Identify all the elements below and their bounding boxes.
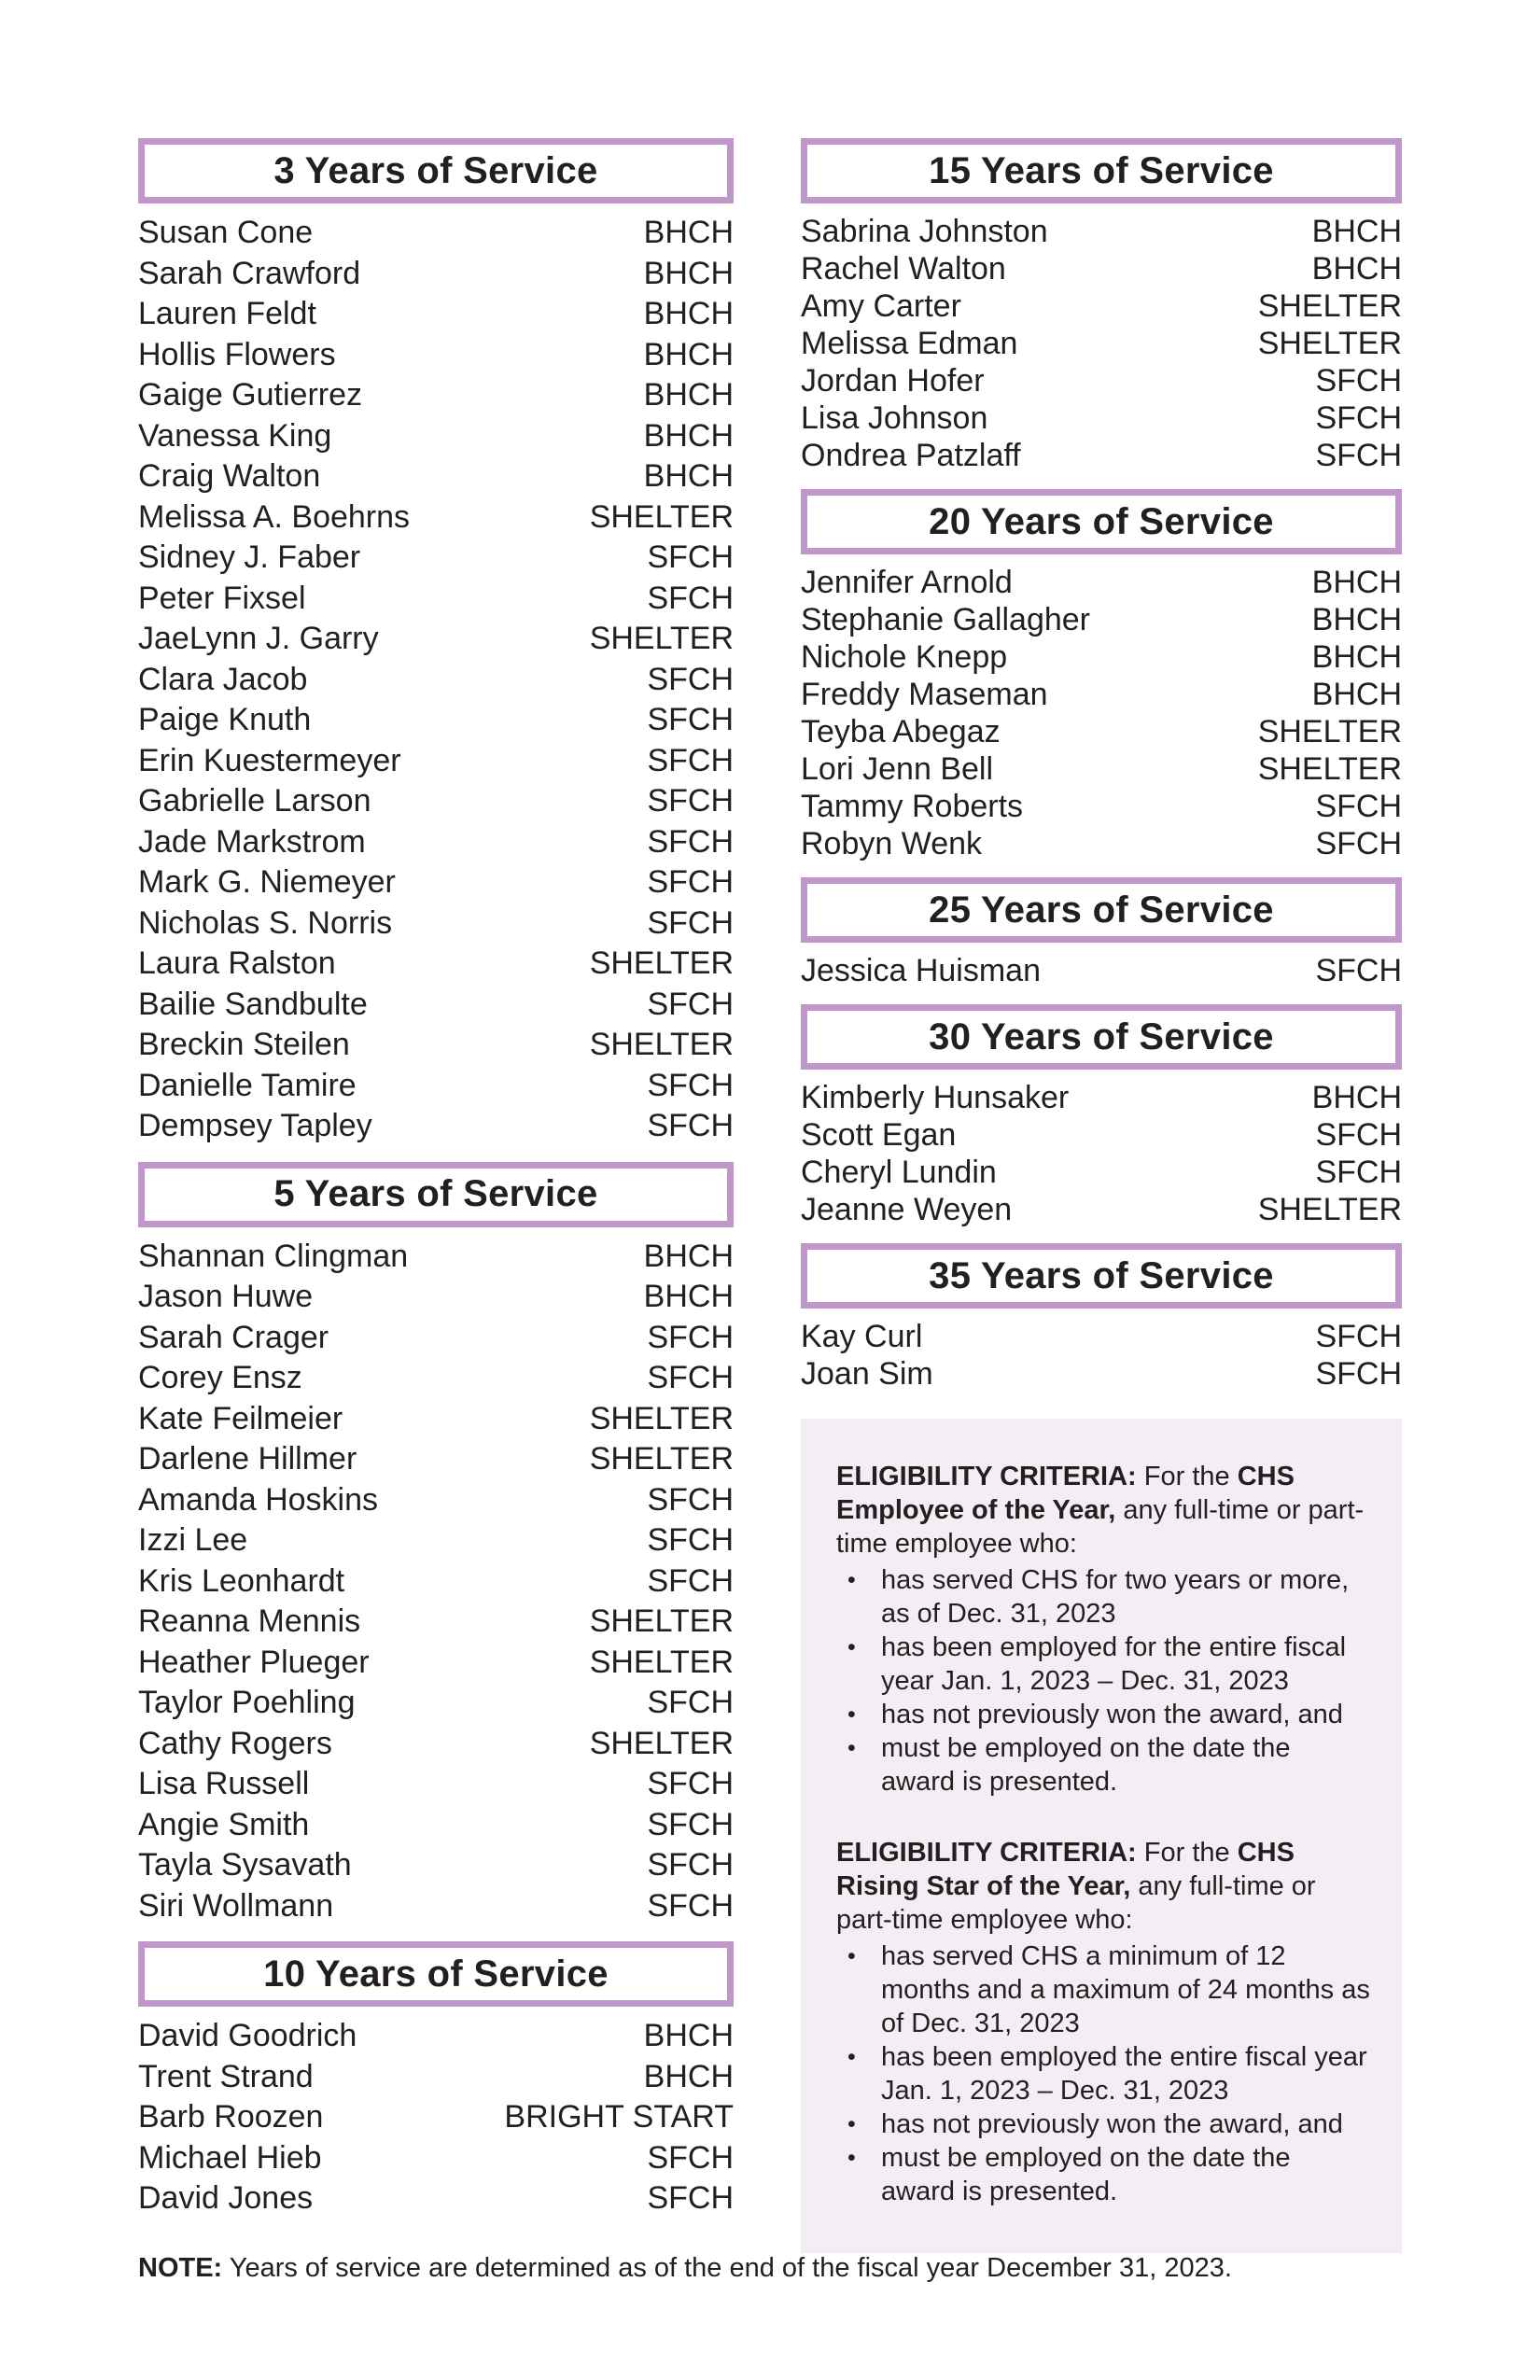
- service-row: [801, 325, 1402, 362]
- employee-name: Shannan Clingman: [138, 1238, 409, 1274]
- service-row: [138, 1602, 734, 1643]
- service-row: [138, 1805, 734, 1846]
- section-title: 3 Years of Service: [273, 149, 598, 191]
- employee-name: Susan Cone: [138, 215, 314, 251]
- service-row: [138, 660, 734, 701]
- employee-name: Laura Ralston: [138, 945, 336, 982]
- bullet-text: has not previously won the award, and: [881, 1700, 1343, 1729]
- employee-name: David Goodrich: [138, 2018, 357, 2054]
- service-row: [801, 601, 1402, 638]
- section-title: 10 Years of Service: [263, 1953, 609, 1995]
- org-code: SFCH: [647, 661, 734, 697]
- org-code: SHELTER: [589, 945, 734, 982]
- bullet-text: has been employed for the entire fiscal year Jan. 1, 2023 – Dec. 31, 2023: [881, 1632, 1347, 1696]
- eligibility-intro-text: For the: [1136, 1462, 1238, 1491]
- service-row: [138, 375, 734, 416]
- org-code: SHELTER: [589, 1400, 734, 1436]
- eligibility-intro-bold: ELIGIBILITY CRITERIA:: [836, 1838, 1137, 1868]
- bullet-dot: •: [847, 1567, 856, 1593]
- employee-name: Teyba Abegaz: [801, 713, 1001, 749]
- org-code: BRIGHT START: [504, 2099, 734, 2135]
- employee-name: Corey Ensz: [138, 1360, 302, 1396]
- section-header: [138, 138, 734, 203]
- org-code: SFCH: [647, 1360, 734, 1396]
- employee-name: Ondrea Patzlaff: [801, 437, 1021, 473]
- section-header: [801, 1243, 1402, 1309]
- service-row: [801, 676, 1402, 713]
- employee-name: Sarah Crager: [138, 1319, 329, 1355]
- org-code: BHCH: [1311, 1079, 1402, 1115]
- employee-name: Robyn Wenk: [801, 825, 983, 861]
- eligibility-intro: [836, 1460, 1370, 1561]
- employee-name: Angie Smith: [138, 1806, 310, 1842]
- org-code: SFCH: [647, 864, 734, 901]
- bullet-dot: •: [847, 2044, 856, 2070]
- org-code: BHCH: [643, 255, 734, 291]
- org-code: SHELTER: [1257, 750, 1402, 787]
- org-code: BHCH: [643, 1238, 734, 1274]
- service-row: [138, 862, 734, 903]
- employee-name: Jordan Hofer: [801, 362, 985, 399]
- org-code: SFCH: [647, 1562, 734, 1599]
- bullet-text: has served CHS for two years or more, as of Dec. 31, 2023: [881, 1565, 1350, 1629]
- service-row: [138, 335, 734, 376]
- employee-name: Melissa A. Boehrns: [138, 498, 411, 535]
- org-code: SHELTER: [1257, 325, 1402, 361]
- employee-name: Melissa Edman: [801, 325, 1018, 361]
- service-row: [138, 822, 734, 863]
- section-header: [801, 1004, 1402, 1070]
- org-code: SFCH: [647, 1319, 734, 1355]
- org-code: SFCH: [1315, 362, 1402, 399]
- criteria-bullet: [836, 2040, 1370, 2107]
- bullet-dot: •: [847, 1634, 856, 1660]
- employee-name: Kate Feilmeier: [138, 1400, 343, 1436]
- org-code: SFCH: [647, 823, 734, 860]
- service-row: [138, 1066, 734, 1107]
- service-row: [138, 944, 734, 985]
- service-row: [801, 287, 1402, 325]
- criteria-bullet: [836, 1631, 1370, 1698]
- org-code: BHCH: [643, 2018, 734, 2054]
- org-code: SFCH: [647, 1685, 734, 1721]
- section-title: 20 Years of Service: [929, 500, 1274, 542]
- employee-name: Amy Carter: [801, 287, 961, 324]
- employee-name: Jeanne Weyen: [801, 1191, 1013, 1227]
- note: [138, 2251, 1232, 2285]
- employee-name: Scott Egan: [801, 1116, 957, 1153]
- note-label: NOTE:: [138, 2253, 223, 2283]
- criteria-bullet: [836, 1563, 1370, 1631]
- employee-name: Tammy Roberts: [801, 788, 1024, 824]
- service-row: [138, 1277, 734, 1318]
- org-code: BHCH: [1311, 601, 1402, 637]
- employee-name: Stephanie Gallagher: [801, 601, 1091, 637]
- employee-name: Cheryl Lundin: [801, 1154, 997, 1190]
- eligibility-intro-text: any full-time or part-time employee who:: [836, 1871, 1316, 1935]
- org-code: SHELTER: [589, 1725, 734, 1761]
- eligibility-intro-bold: CHS Employee of the Year,: [836, 1462, 1295, 1525]
- service-row: [138, 985, 734, 1026]
- service-row: [138, 1683, 734, 1724]
- service-row: [801, 1191, 1402, 1228]
- employee-name: Dempsey Tapley: [138, 1108, 372, 1144]
- org-code: SFCH: [647, 1108, 734, 1144]
- service-row: [138, 213, 734, 254]
- org-code: SFCH: [647, 2139, 734, 2176]
- employee-name: Jason Huwe: [138, 1279, 314, 1315]
- org-code: BHCH: [643, 336, 734, 372]
- service-row: [801, 1318, 1402, 1355]
- service-row: [801, 399, 1402, 437]
- service-row: [801, 213, 1402, 250]
- employee-name: Kimberly Hunsaker: [801, 1079, 1070, 1115]
- bullet-dot: •: [847, 1701, 856, 1728]
- org-code: SFCH: [1315, 437, 1402, 473]
- org-code: SFCH: [647, 1067, 734, 1103]
- employee-name: Lisa Johnson: [801, 399, 988, 436]
- employee-name: Erin Kuestermeyer: [138, 742, 401, 778]
- eligibility-criteria-box: [801, 1419, 1402, 2253]
- section-title: 30 Years of Service: [929, 1015, 1274, 1057]
- org-code: SFCH: [647, 1766, 734, 1802]
- service-row: [138, 538, 734, 579]
- org-code: BHCH: [643, 1279, 734, 1315]
- employee-name: Joan Sim: [801, 1355, 933, 1392]
- bullet-text: has been employed the entire fiscal year Jan. 1, 2023 – Dec. 31, 2023: [881, 2042, 1367, 2106]
- eligibility-intro-text: For the: [1136, 1838, 1238, 1868]
- bullet-text: has served CHS a minimum of 12 months and a maximum of 24 months as of Dec. 31, 2023: [881, 1941, 1370, 2038]
- org-code: SFCH: [647, 783, 734, 819]
- employee-name: Gabrielle Larson: [138, 783, 371, 819]
- service-row: [801, 788, 1402, 825]
- section-header: [801, 489, 1402, 554]
- service-row: [138, 579, 734, 620]
- service-row: [801, 952, 1402, 989]
- service-row: [138, 1237, 734, 1278]
- employee-name: Heather Plueger: [138, 1644, 370, 1680]
- service-row: [138, 1358, 734, 1399]
- employee-name: Rachel Walton: [801, 250, 1006, 287]
- employee-name: Hollis Flowers: [138, 336, 336, 372]
- service-row: [138, 456, 734, 497]
- employee-name: Breckin Steilen: [138, 1027, 350, 1063]
- org-code: SFCH: [647, 742, 734, 778]
- org-code: SHELTER: [589, 1027, 734, 1063]
- employee-name: Sabrina Johnston: [801, 213, 1048, 249]
- employee-name: Lori Jenn Bell: [801, 750, 994, 787]
- left-column: [138, 138, 734, 2219]
- org-code: BHCH: [1311, 213, 1402, 249]
- employee-name: Lauren Feldt: [138, 296, 316, 332]
- employee-name: Jessica Huisman: [801, 952, 1041, 988]
- service-row: [138, 903, 734, 945]
- employee-name: Sarah Crawford: [138, 255, 361, 291]
- org-code: SFCH: [647, 1847, 734, 1883]
- eligibility-intro-bold: ELIGIBILITY CRITERIA:: [836, 1462, 1137, 1491]
- service-row: [801, 1355, 1402, 1393]
- criteria-bullet: [836, 2107, 1370, 2141]
- employee-name: Izzi Lee: [138, 1522, 248, 1559]
- service-row: [138, 1318, 734, 1359]
- org-code: SHELTER: [1257, 287, 1402, 324]
- criteria-bullet: [836, 1939, 1370, 2040]
- eligibility-intro: [836, 1836, 1370, 1937]
- org-code: SFCH: [647, 580, 734, 616]
- service-row: [138, 619, 734, 660]
- service-row: [801, 638, 1402, 676]
- bullet-dot: •: [847, 2111, 856, 2137]
- section-header: [801, 138, 1402, 203]
- section-header: [138, 1941, 734, 2007]
- service-row: [138, 2057, 734, 2098]
- employee-name: Danielle Tamire: [138, 1067, 357, 1103]
- employee-name: Sidney J. Faber: [138, 539, 361, 576]
- org-code: SFCH: [1315, 952, 1402, 988]
- employee-name: Amanda Hoskins: [138, 1481, 379, 1518]
- service-row: [138, 1399, 734, 1440]
- service-row: [138, 2138, 734, 2179]
- bullet-text: must be employed on the date the award is presented.: [881, 2143, 1291, 2206]
- service-row: [138, 1764, 734, 1805]
- org-code: SHELTER: [589, 621, 734, 657]
- employee-name: Cathy Rogers: [138, 1725, 332, 1761]
- org-code: SFCH: [647, 1887, 734, 1924]
- service-row: [138, 294, 734, 335]
- org-code: SFCH: [1315, 1154, 1402, 1190]
- employee-name: Nicholas S. Norris: [138, 904, 393, 941]
- org-code: SFCH: [1315, 788, 1402, 824]
- org-code: BHCH: [1311, 638, 1402, 675]
- org-code: SHELTER: [589, 1441, 734, 1477]
- service-row: [138, 1724, 734, 1765]
- section-header: [801, 877, 1402, 943]
- org-code: SFCH: [1315, 399, 1402, 436]
- employee-name: Siri Wollmann: [138, 1887, 334, 1924]
- employee-name: JaeLynn J. Garry: [138, 621, 379, 657]
- employee-name: Peter Fixsel: [138, 580, 306, 616]
- bullet-text: must be employed on the date the award is presented.: [881, 1733, 1291, 1797]
- criteria-bullet: [836, 2141, 1370, 2208]
- service-row: [138, 1480, 734, 1521]
- org-code: BHCH: [643, 296, 734, 332]
- service-row: [801, 1079, 1402, 1116]
- section-title: 25 Years of Service: [929, 889, 1274, 931]
- bullet-text: has not previously won the award, and: [881, 2109, 1343, 2139]
- org-code: SFCH: [647, 1806, 734, 1842]
- org-code: BHCH: [643, 458, 734, 495]
- bullet-dot: •: [847, 1943, 856, 1969]
- bullet-dot: •: [847, 2145, 856, 2171]
- service-row: [138, 2097, 734, 2138]
- org-code: SFCH: [1315, 825, 1402, 861]
- employee-name: Lisa Russell: [138, 1766, 310, 1802]
- section-title: 35 Years of Service: [929, 1254, 1274, 1296]
- employee-name: Freddy Maseman: [801, 676, 1048, 712]
- org-code: BHCH: [643, 215, 734, 251]
- employee-name: Mark G. Niemeyer: [138, 864, 396, 901]
- service-row: [801, 564, 1402, 601]
- service-row: [801, 437, 1402, 474]
- org-code: BHCH: [1311, 564, 1402, 600]
- service-row: [138, 497, 734, 539]
- org-code: SFCH: [647, 904, 734, 941]
- org-code: BHCH: [1311, 676, 1402, 712]
- org-code: SFCH: [1315, 1116, 1402, 1153]
- employee-name: Kay Curl: [801, 1318, 923, 1354]
- service-row: [138, 1561, 734, 1603]
- criteria-bullet: [836, 1731, 1370, 1799]
- service-row: [801, 362, 1402, 399]
- org-code: BHCH: [643, 417, 734, 454]
- employee-name: Trent Strand: [138, 2058, 314, 2094]
- section-header: [138, 1162, 734, 1227]
- org-code: BHCH: [643, 377, 734, 413]
- employee-name: Taylor Poehling: [138, 1685, 356, 1721]
- org-code: SFCH: [647, 539, 734, 576]
- service-row: [138, 254, 734, 295]
- org-code: SHELTER: [589, 1644, 734, 1680]
- employee-name: Paige Knuth: [138, 702, 312, 738]
- service-row: [801, 1154, 1402, 1191]
- note-text: Years of service are determined as of the end of the fiscal year December 31, 2023.: [229, 2253, 1232, 2283]
- employee-name: Craig Walton: [138, 458, 321, 495]
- service-row: [138, 700, 734, 741]
- org-code: SFCH: [1315, 1355, 1402, 1392]
- service-row: [138, 781, 734, 822]
- employee-name: Michael Hieb: [138, 2139, 322, 2176]
- service-row: [801, 250, 1402, 287]
- bullet-dot: •: [847, 1735, 856, 1761]
- org-code: SFCH: [1315, 1318, 1402, 1354]
- service-row: [138, 416, 734, 457]
- eligibility-block: [836, 1836, 1370, 2208]
- org-code: SHELTER: [589, 498, 734, 535]
- service-row: [801, 825, 1402, 862]
- service-row: [138, 1845, 734, 1886]
- employee-name: Jennifer Arnold: [801, 564, 1013, 600]
- section-title: 5 Years of Service: [273, 1173, 598, 1214]
- org-code: SHELTER: [589, 1603, 734, 1640]
- employee-name: Tayla Sysavath: [138, 1847, 352, 1883]
- eligibility-intro-text: any full-time or part-time employee who:: [836, 1495, 1365, 1559]
- org-code: SFCH: [647, 1481, 734, 1518]
- org-code: SFCH: [647, 702, 734, 738]
- employee-name: Bailie Sandbulte: [138, 986, 368, 1022]
- org-code: BHCH: [643, 2058, 734, 2094]
- employee-name: Reanna Mennis: [138, 1603, 361, 1640]
- service-row: [138, 1886, 734, 1927]
- service-row: [801, 713, 1402, 750]
- employee-name: Jade Markstrom: [138, 823, 366, 860]
- employee-name: Barb Roozen: [138, 2099, 324, 2135]
- org-code: SFCH: [647, 986, 734, 1022]
- org-code: SHELTER: [1257, 713, 1402, 749]
- employee-name: Vanessa King: [138, 417, 332, 454]
- eligibility-intro-bold: CHS Rising Star of the Year,: [836, 1838, 1295, 1901]
- org-code: SFCH: [647, 2180, 734, 2217]
- org-code: SHELTER: [1257, 1191, 1402, 1227]
- service-row: [138, 1643, 734, 1684]
- employee-name: Kris Leonhardt: [138, 1562, 345, 1599]
- employee-name: David Jones: [138, 2180, 314, 2217]
- employee-name: Clara Jacob: [138, 661, 308, 697]
- service-row: [138, 1106, 734, 1147]
- org-code: BHCH: [1311, 250, 1402, 287]
- eligibility-block: [836, 1460, 1370, 1799]
- service-row: [801, 1116, 1402, 1154]
- employee-name: Nichole Knepp: [801, 638, 1008, 675]
- service-row: [138, 2016, 734, 2057]
- service-row: [138, 2178, 734, 2219]
- service-row: [801, 750, 1402, 788]
- criteria-bullet: [836, 1698, 1370, 1731]
- service-row: [138, 1439, 734, 1480]
- section-title: 15 Years of Service: [929, 149, 1274, 191]
- right-column: [801, 138, 1402, 2253]
- service-row: [138, 1025, 734, 1066]
- employee-name: Gaige Gutierrez: [138, 377, 362, 413]
- service-row: [138, 1520, 734, 1561]
- employee-name: Darlene Hillmer: [138, 1441, 357, 1477]
- org-code: SFCH: [647, 1522, 734, 1559]
- service-row: [138, 741, 734, 782]
